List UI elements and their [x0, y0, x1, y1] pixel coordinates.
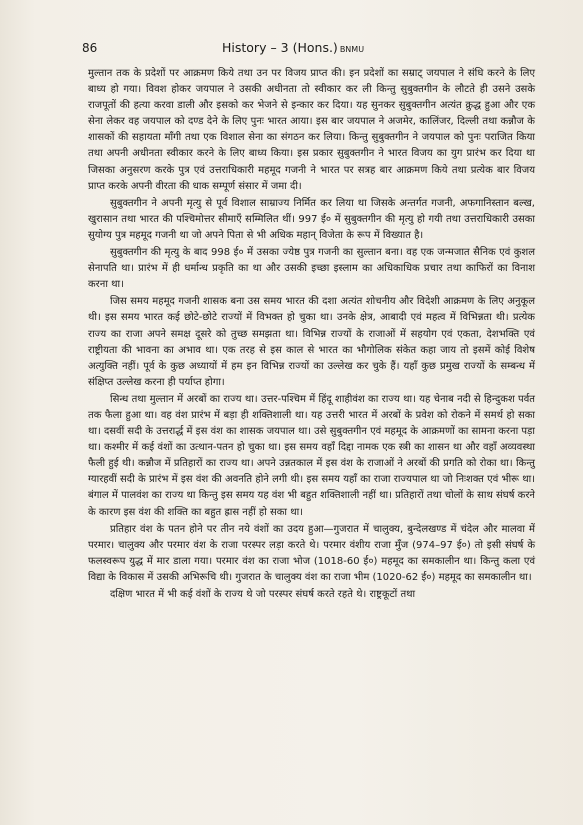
paragraph: मुल्तान तक के प्रदेशों पर आक्रमण किये तथा उन पर विजय प्राप्त की। इन प्रदेशों का सम्राट् जयपाल ने संधि करने के लिए बाध्य हो गया। विवश होकर जयपाल ने उसकी अधीनता तो स्वीकार कर ली किन्तु सुबुक्तगीन के लौटते ही उसने उसके राजपूतों की हत्या करवा डाली और इसको कर भेजने से इन्कार कर दिया। यह सुनकर सुबुक्तगीन अत्यंत क्रुद्ध हुआ और एक सेना लेकर वह जयपाल को दण्ड देने के लिए पुनः भारत आया। इस बार जयपाल ने अजमेर, कालिंजर, दिल्ली तथा कन्नौज के शासकों की सहायता माँगी तथा एक विशाल सेना का संगठन कर लिया। किन्तु सुबुक्तगीन ने जयपाल को पुनः पराजित किया तथा अपनी अधीनता स्वीकार करने के लिए बाध्य किया। इस प्रकार सुबुक्तगीन ने भारत विजय का युग प्रारंभ कर दिया था जिसका अनुसरण करके पुत्र एवं उत्तराधिकारी महमूद गजनी ने भारत पर सत्रह बार आक्रमण किये तथा प्रत्येक बार विजय प्राप्त करके अपनी वीरता की धाक सम्पूर्ण संसार में जमा दी।	[88, 68, 535, 192]
paragraph: जिस समय महमूद गजनी शासक बना उस समय भारत की दशा अत्यंत शोचनीय और विदेशी आक्रमण के लिए अनुकूल थी। इस समय भारत कई छोटे-छोटे राज्यों में विभक्त हो चुका था। उनके क्षेत्र, आबादी एवं महत्व में विभिन्नता थी। प्रत्येक राज्य का राजा अपने समक्ष दूसरे को तुच्छ समझता था। विभिन्न राज्यों के राजाओं में सहयोग एवं एकता, देशभक्ति एवं राष्ट्रीयता की भावना का अभाव था। एक तरह से इस काल से भारत का भौगोलिक संकेत कहा जाय तो इसमें कोई विशेष अत्युक्ति नहीं। पूर्व के कुछ अध्यायों में हम इन विभिन्न राज्यों का उल्लेख कर चुके हैं। यहाँ कुछ प्रमुख राज्यों के सम्बन्ध में संक्षिप्त उल्लेख करना ही पर्याप्त होगा।	[88, 296, 535, 388]
paragraph: दक्षिण भारत में भी कई वंशों के राज्य थे जो परस्पर संघर्ष करते रहते थे। राष्ट्रकूटों तथा	[110, 589, 416, 600]
paragraph: सुबुक्तगीन की मृत्यु के बाद 998 ई० में उसका ज्येष्ठ पुत्र गजनी का सुल्तान बना। वह एक जन्मजात सैनिक एवं कुशल सेनापति था। प्रारंभ में ही धर्मान्ध प्रकृति का था और उसकी इच्छा इस्लाम का अधिकाधिक प्रचार तथा काफिरों का विनाश करना था।	[88, 247, 535, 291]
page-header: 86 History – 3 (Hons.) BNMU	[82, 40, 365, 55]
page-body	[88, 66, 535, 603]
running-subtitle: BNMU	[339, 45, 365, 54]
paragraph: प्रतिहार वंश के पतन होने पर तीन नये वंशों का उदय हुआ—गुजरात में चालुक्य, बुन्देलखण्ड में चंदेल और मालवा में परमार। चालुक्य और परमार वंश के राजा परस्पर लड़ा करते थे। परमार वंशीय राजा मुँज (974–97 ई०) तो इसी संघर्ष के फलस्वरूप युद्ध में मार डाला गया। परमार वंश का राजा भोज (1018-60 ई०) महमूद का समकालीन था। किन्तु कला एवं विद्या के विकास में उसकी अभिरूचि थी। गुजरात के चालुक्य वंश का राजा भीम (1020-62 ई०) महमूद का समकालीन था।	[88, 523, 535, 583]
paragraph: सिन्ध तथा मुल्तान में अरबों का राज्य था। उत्तर-पश्चिम में हिंदू शाहीवंश का राज्य था। यह चेनाब नदी से हिन्दुकश पर्वत तक फैला हुआ था। वह वंश प्रारंभ में बड़ा ही शक्तिशाली था। यह उत्तरी भारत में अरबों के प्रवेश को रोकने में समर्थ हो सका था। दसवीं सदी के उत्तरार्द्ध में इस वंश का शासक जयपाल था। उसे सुबुक्तगीन एवं महमूद के आक्रमणों का सामना करना पड़ा था। कश्मीर में कई वंशों का उत्थान-पतन हो चुका था। इस समय वहाँ दिद्दा नामक एक स्त्री का शासन था और वहाँ अव्यवस्था फैली हुई थी। कन्नौज में प्रतिहारों का राज्य था। अपने उन्नतकाल में इस वंश के राजाओं ने अरबों की प्रगति को रोका था। किन्तु ग्यारहवीं सदी के प्रारंभ में इस वंश की अवनति होने लगी थी। इस समय यहाँ का राजा राज्यपाल था जो निःशक्त एवं भीरू था। बंगाल में पालवंश का राज्य था किन्तु इस समय यह वंश भी बहुत शक्तिशाली नहीं था। प्रतिहारों तथा चोलों के साथ संघर्ष करने के कारण इस वंश की शक्ति का बहुत ह्रास नहीं हो सका था।	[88, 393, 535, 518]
running-title: History – 3 (Hons.)	[222, 40, 338, 55]
paragraph: सुबुक्तगीन ने अपनी मृत्यु से पूर्व विशाल साम्राज्य निर्मित कर लिया था जिसके अन्तर्गत गजनी, अफगानिस्तान बल्ख, खुरासान तथा भारत की पश्चिमोत्तर सीमाएँ सम्मिलित थीं। 997 ई० में सुबुक्तगीन की मृत्यु हो गयी तथा उत्तराधिकारी उसका सुयोग्य पुत्र महमूद गजनी था जो अपने पिता से भी अधिक महान् विजेता के रूप में विख्यात है।	[88, 197, 535, 241]
